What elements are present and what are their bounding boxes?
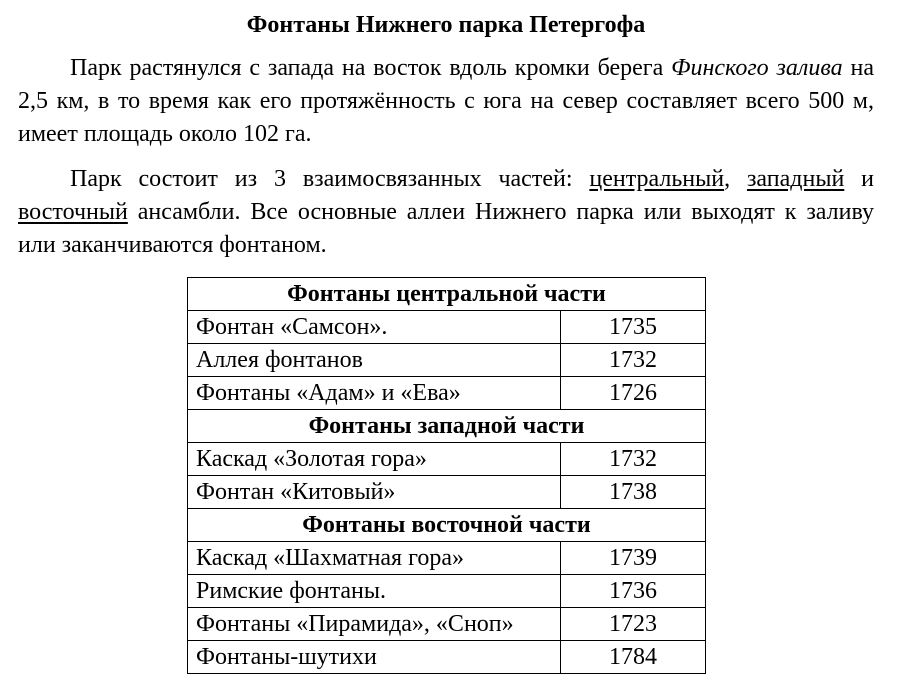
fountain-name-cell: Фонтаны «Адам» и «Ева»: [188, 377, 561, 410]
section-header-eastern: Фонтаны восточной части: [188, 509, 706, 542]
fountain-year-cell: 1784: [561, 641, 706, 674]
fountain-year-cell: 1732: [561, 344, 706, 377]
table-row: [188, 311, 706, 344]
fountain-name-cell: Фонтан «Китовый»: [188, 476, 561, 509]
section-header-row: [188, 278, 706, 311]
table-row: [188, 344, 706, 377]
link-western[interactable]: западный: [746, 166, 845, 192]
fountain-name-cell: Фонтаны-шутихи: [188, 641, 561, 674]
fountain-year-cell: 1732: [561, 443, 706, 476]
fountain-name-cell: Аллея фонтанов: [188, 344, 561, 377]
section-header-row: [188, 410, 706, 443]
fountain-name-cell: Фонтан «Самсон».: [188, 311, 561, 344]
section-header-western: Фонтаны западной части: [188, 410, 706, 443]
document-page: [18, 0, 874, 262]
fountain-year-cell: 1723: [561, 608, 706, 641]
fountain-year-cell: 1736: [561, 575, 706, 608]
paragraph-text: на 2,5 км, в то время как его протяжённость с юга на север составляет всего 500 м, имеет площадь около 102 га.: [18, 55, 874, 147]
link-central[interactable]: центральный: [589, 166, 725, 192]
section-header-row: [188, 509, 706, 542]
table-row: [188, 641, 706, 674]
link-eastern[interactable]: восточный: [18, 199, 128, 225]
table-row: [188, 608, 706, 641]
separator-text: ,: [724, 166, 747, 192]
table-row: [188, 575, 706, 608]
paragraph-park-parts: [18, 163, 874, 262]
table-row: [188, 443, 706, 476]
fountain-name-cell: Фонтаны «Пирамида», «Сноп»: [188, 608, 561, 641]
gulf-name: Финского залива: [671, 55, 843, 81]
fountain-name-cell: Римские фонтаны.: [188, 575, 561, 608]
table-row: [188, 476, 706, 509]
paragraph-text: Парк состоит из 3 взаимосвязанных частей:: [70, 166, 590, 192]
paragraph-text: Парк растянулся с запада на восток вдоль кромки берега: [70, 55, 672, 81]
fountain-name-cell: Каскад «Золотая гора»: [188, 443, 561, 476]
separator-text: и: [844, 166, 875, 192]
table-row: [188, 377, 706, 410]
paragraph-text: ансамбли. Все основные аллеи Нижнего парка или выходят к заливу или заканчиваются фонтаном.: [18, 199, 874, 258]
section-header-central: Фонтаны центральной части: [188, 278, 706, 311]
paragraph-park-size: [18, 52, 874, 151]
fountain-name-cell: Каскад «Шахматная гора»: [188, 542, 561, 575]
fountain-year-cell: 1735: [561, 311, 706, 344]
page-title: Фонтаны Нижнего парка Петергофа: [246, 12, 646, 38]
fountain-year-cell: 1739: [561, 542, 706, 575]
fountains-table: [187, 277, 706, 674]
fountain-year-cell: 1726: [561, 377, 706, 410]
table-row: [188, 542, 706, 575]
fountain-year-cell: 1738: [561, 476, 706, 509]
